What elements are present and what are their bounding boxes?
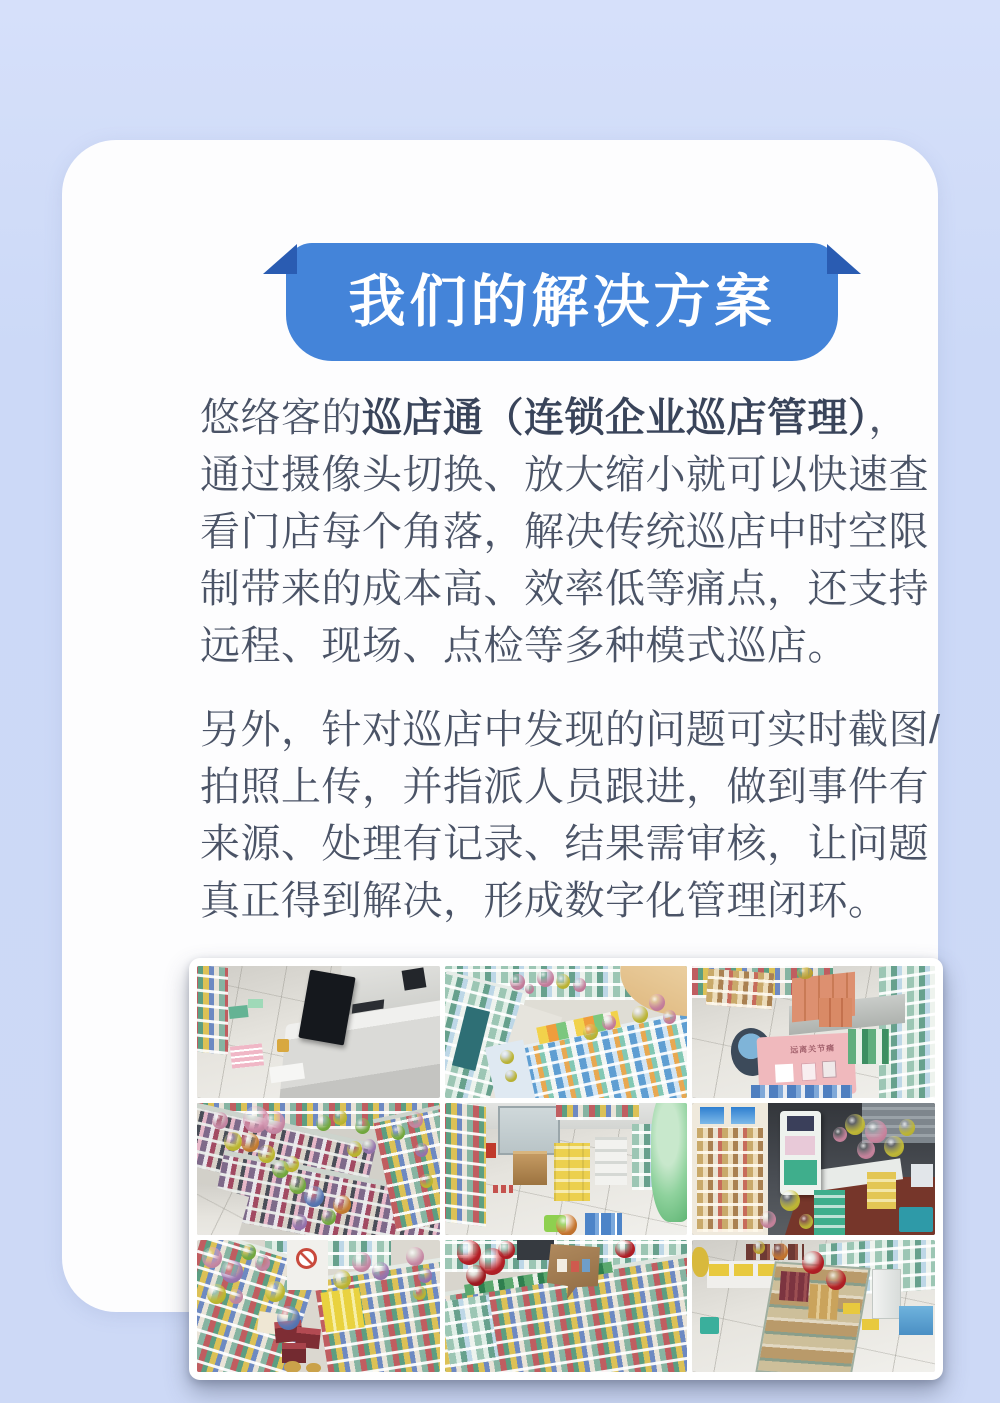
foil-balloon: [692, 1247, 709, 1277]
p1-rest: ，通过摄像头切换、放大缩小就可以快速查看门店每个角落，解决传统巡店中时空限制带来的成本高、效率低等痛点，还支持远程、现场、点检等多种模式巡店。: [200, 396, 929, 668]
page-title: 我们的解决方案: [348, 270, 776, 334]
camera-tile-checkout: [197, 966, 440, 1098]
store-camera-gallery: [189, 958, 943, 1380]
wall-screen: [731, 1107, 755, 1124]
camera-tile-aisle: [445, 966, 688, 1098]
camera-tile-promo: [692, 966, 935, 1098]
promo-sign-text: 远离关节痛: [789, 1042, 836, 1054]
camera-tile-kiosk: [692, 1103, 935, 1235]
content-card: [62, 140, 941, 1312]
title-banner: [286, 243, 838, 361]
camera-tile-endcap: [692, 1240, 935, 1372]
camera-tile-stock-aisle: [445, 1103, 688, 1235]
camera-tile-gift-display: [197, 1240, 440, 1372]
wall-screen: [700, 1107, 724, 1124]
camera-tile-gondola: [445, 1240, 688, 1372]
camera-tile-balloon-shelves: [197, 1103, 440, 1235]
paragraph-solution: [200, 390, 948, 675]
paragraph-closed-loop: 另外，针对巡店中发现的问题可实时截图/拍照上传，并指派人员跟进，做到事件有来源、处理有记录、结果需审核，让问题真正得到解决，形成数字化管理闭环。: [200, 708, 941, 923]
p1-prefix: 悠络客的: [200, 396, 362, 440]
kiosk-machine: [780, 1111, 821, 1195]
p1-product-name: 巡店通（连锁企业巡店管理）: [362, 396, 869, 440]
